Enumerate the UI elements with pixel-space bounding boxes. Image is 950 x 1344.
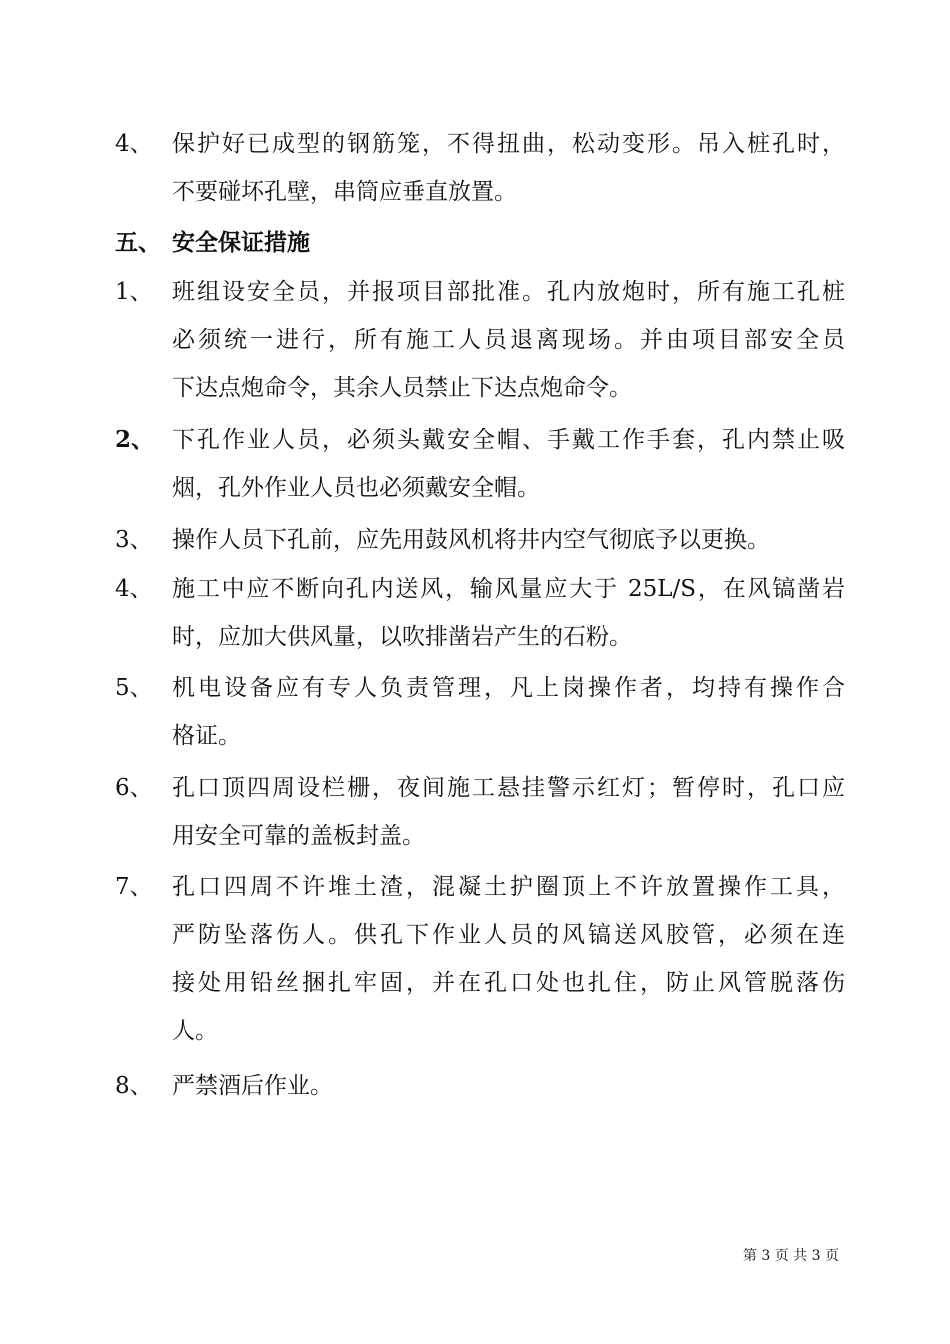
list-item-4 bbox=[115, 565, 845, 661]
item-number: 7、 bbox=[115, 874, 153, 900]
list-item-6 bbox=[115, 764, 845, 860]
item-text-line: 保护好已成型的钢筋笼，不得扭曲，松动变形。吊入桩孔时， bbox=[172, 131, 845, 157]
item-number: 6、 bbox=[115, 775, 153, 801]
item-text-line: 严禁酒后作业。 bbox=[172, 1073, 333, 1099]
item-number: 5、 bbox=[115, 675, 153, 701]
item-text-line: 机电设备应有专人负责管理，凡上岗操作者，均持有操作合 bbox=[172, 675, 845, 701]
list-item-1 bbox=[115, 268, 845, 412]
item-number: 4、 bbox=[115, 131, 153, 157]
item-text-line: 施工中应不断向孔内送风，输风量应大于 25L/S，在风镐凿岩 bbox=[172, 576, 845, 602]
list-item-3 bbox=[115, 516, 845, 564]
list-item-2 bbox=[115, 416, 845, 512]
item-text-line: 必须统一进行，所有施工人员退离现场。并由项目部安全员 bbox=[172, 327, 845, 353]
item-text-line: 严防坠落伤人。供孔下作业人员的风镐送风胶管，必须在连 bbox=[172, 922, 845, 948]
item-number: 3、 bbox=[115, 527, 153, 553]
item-text-line: 烟，孔外作业人员也必须戴安全帽。 bbox=[172, 475, 540, 501]
item-text-line: 孔口四周不许堆土渣，混凝土护圈顶上不许放置操作工具， bbox=[172, 874, 845, 900]
item-text-line: 格证。 bbox=[172, 723, 241, 749]
list-item-8 bbox=[115, 1062, 845, 1110]
item-number: 8、 bbox=[115, 1073, 153, 1099]
item-text-line: 孔口顶四周设栏栅，夜间施工悬挂警示红灯；暂停时，孔口应 bbox=[172, 775, 845, 801]
item-text-line: 班组设安全员，并报项目部批准。孔内放炮时，所有施工孔桩 bbox=[172, 279, 845, 305]
item-text-line: 人。 bbox=[172, 1018, 218, 1044]
section-heading-five bbox=[115, 219, 845, 267]
item-text-line: 下达点炮命令，其余人员禁止下达点炮命令。 bbox=[172, 375, 632, 401]
item-text-line: 下孔作业人员，必须头戴安全帽、手戴工作手套，孔内禁止吸 bbox=[172, 427, 845, 453]
item-text-line: 不要碰坏孔壁，串筒应垂直放置。 bbox=[172, 179, 517, 205]
item-number: 4、 bbox=[115, 576, 153, 602]
item-text-line: 时，应加大供风量，以吹排凿岩产生的石粉。 bbox=[172, 624, 632, 650]
list-item-7 bbox=[115, 863, 845, 1055]
item-text-line: 用安全可靠的盖板封盖。 bbox=[172, 823, 425, 849]
list-item-5 bbox=[115, 664, 845, 760]
section-title: 安全保证措施 bbox=[172, 229, 310, 256]
item-text-line: 接处用铅丝捆扎牢固，并在孔口处也扎住，防止风管脱落伤 bbox=[172, 970, 845, 996]
page-number-footer: 第 3 页 共 3 页 bbox=[742, 1248, 839, 1264]
item-text-line: 操作人员下孔前，应先用鼓风机将井内空气彻底予以更换。 bbox=[172, 527, 770, 553]
section-number: 五、 bbox=[115, 229, 161, 256]
item-number: 1、 bbox=[115, 279, 153, 305]
item-number: 2、 bbox=[115, 426, 155, 453]
list-item-4-prev bbox=[115, 120, 845, 216]
